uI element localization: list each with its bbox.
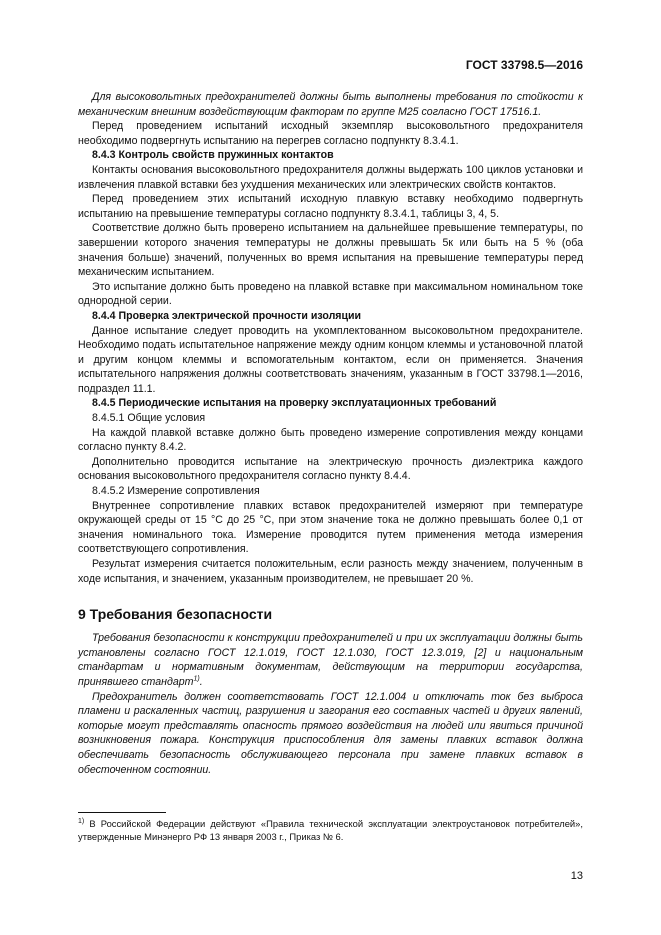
heading-8-4-5: 8.4.5 Периодические испытания на проверку эксплуатационных требований: [92, 397, 497, 410]
paragraph-dielectric-test: Дополнительно проводится испытание на электрическую прочность диэлектрика каждого основания высоковольтного предохранителя согласно пункту 8.4.4.: [78, 455, 583, 483]
heading-8-4-5-1: 8.4.5.1 Общие условия: [92, 412, 206, 425]
document-body: [78, 90, 583, 777]
paragraph-fuse-insert-test: Перед проведением этих испытаний исходную плавкую вставку необходимо подвергнуть испытанию на превышение температуры согласно подпункту 8.3.4.1, таблицы 3, 4, 5.: [78, 193, 583, 220]
footnote-reference[interactable]: 1): [193, 675, 200, 683]
paragraph-text: Для высоковольтных предохранителей должны быть выполнены требования по стойкости к механическим внешним воздействующим факторам по группе М25 согласно ГОСТ 17516.1.: [78, 91, 583, 118]
paragraph-max-current: Это испытание должно быть проведено на плавкой вставке при максимальном номинальном токе однородной серии.: [78, 280, 583, 308]
footnote: [78, 817, 583, 843]
paragraph-resistance-measurement: На каждой плавкой вставке должно быть проведено измерение сопротивления между концами согласно пункту 8.4.2.: [78, 426, 583, 454]
paragraph-text: Перед проведением испытаний исходный экземпляр высоковольтного предохранителя необходимо подвергнуть испытанию на перегрев согласно подпункту 8.3.4.1.: [78, 120, 583, 147]
paragraph-insulation-test: Данное испытание следует проводить на укомплектованном высоковольтном предохранителе. Необходимо подать испытательное напряжение между одним концом клеммы и установочной платой и другим концом клеммы и вспомогательным контактом, если он применяется. Значения испытательного напряжения должны соответствовать значениям, указанным в ГОСТ 33798.1—2016, подраздел 11.1.: [78, 324, 583, 395]
paragraph-end: .: [199, 675, 203, 688]
paragraph-text: Требования безопасности к конструкции предохранителей и при их эксплуатации должны быть установлены согласно ГОСТ 12.1.019, ГОСТ 12.1.030, ГОСТ 12.3.019, [2] и национальным стандартам и нормативным документам, действующим на территории государства, принявшего стандарт: [78, 632, 583, 688]
standard-number: ГОСТ 33798.5—2016: [465, 58, 583, 72]
paragraph-overheat-test: [78, 119, 583, 148]
heading-8-4-5-2: 8.4.5.2 Измерение сопротивления: [92, 485, 260, 498]
heading-8-4-4: 8.4.4 Проверка электрической прочности изоляции: [92, 309, 362, 322]
paragraph-fuse-safety: Предохранитель должен соответствовать ГОСТ 12.1.004 и отключать ток без выброса пламени и раскаленных частиц, разрушения и загорания его составных частей и других явлений, которые могут представлять опасность прямого воздействия на людей или явиться причиной возникновения пожара. Конструкция приспособления для замены плавких вставок должна обеспечивать безопасность обслуживающего персонала при замене плавких вставок в обесточенном состоянии.: [78, 690, 583, 776]
paragraph-measurement-result: Результат измерения считается положительным, если разность между значением, полученным в ходе испытания, и значением, указанным производителем, не превышает 20 %.: [78, 558, 583, 585]
paragraph-safety-requirements: [78, 631, 583, 689]
paragraph-contacts-cycles: Контакты основания высоковольтного предохранителя должны выдержать 100 циклов установки и извлечения плавкой вставки без ухудшения механических или электрических свойств контактов.: [78, 163, 583, 191]
footnote-text: В Российской Федерации действуют «Правила технической эксплуатации электроустановок потребителей», утвержденные Минэнерго РФ 13 января 2003 г., Приказ № 6.: [78, 818, 583, 842]
footnote-mark: 1): [78, 817, 85, 825]
paragraph-internal-resistance: Внутреннее сопротивление плавких вставок предохранителей измеряют при температуре окружающей среды от 15 °С до 25 °С, при этом значение тока не должно превышать более 0,1 от значения номинального тока. Измерение проводится путем применения метода измерения соответствующего сопротивления.: [78, 499, 583, 556]
page-number: 13: [570, 870, 583, 882]
paragraph-mechanical-requirements: [78, 90, 583, 119]
section-9-title: 9 Требования безопасности: [78, 606, 273, 623]
footnote-divider: [78, 812, 166, 813]
heading-8-4-3: 8.4.3 Контроль свойств пружинных контактов: [92, 149, 334, 162]
paragraph-temperature-check: Соответствие должно быть проверено испытанием на дальнейшее превышение температуры, по завершении которого значения температуры не должны превышать 5к или быть на 5 % (оба значения больше) значений, полученных во время испытания на превышение температуры перед механическим испытанием.: [78, 222, 583, 279]
